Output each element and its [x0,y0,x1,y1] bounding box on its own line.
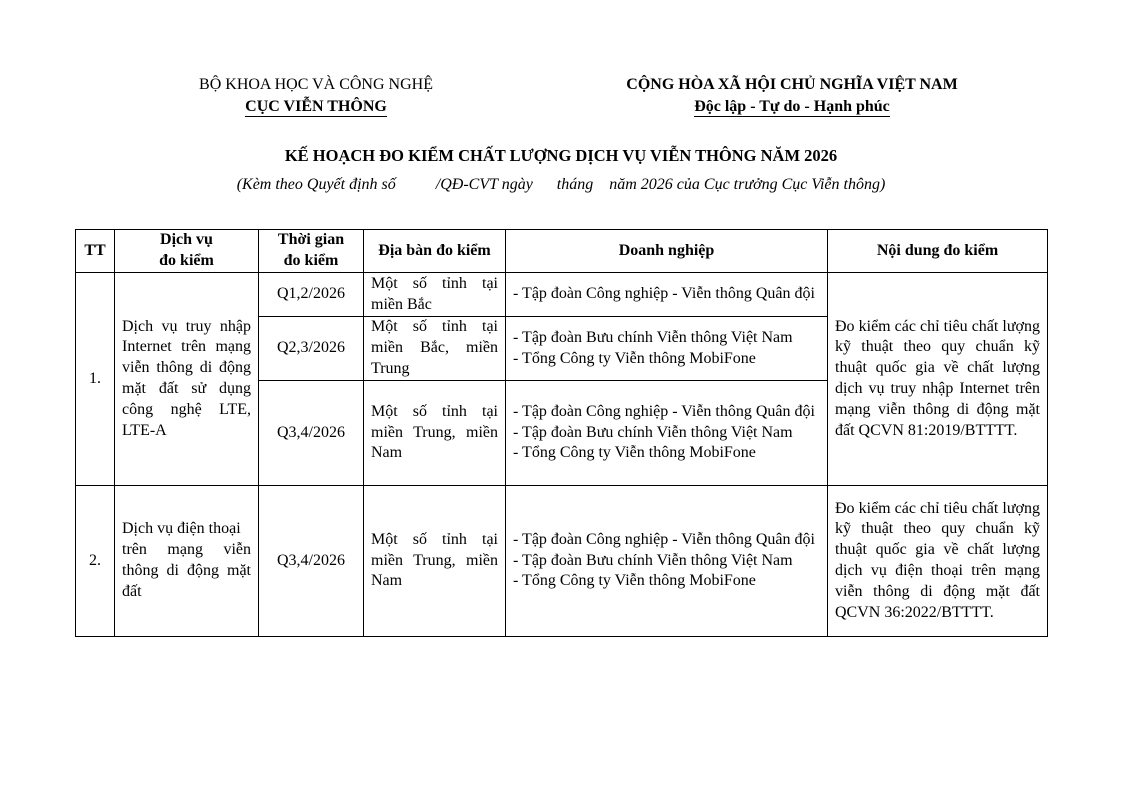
ministry-name: BỘ KHOA HỌC VÀ CÔNG NGHỆ [199,76,433,93]
header-service-line-1: Dịch vụ [160,231,213,249]
header-content: Nội dung đo kiểm [828,230,1048,273]
row-1b-time: Q2,3/2026 [259,317,364,381]
row-2-time: Q3,4/2026 [259,486,364,637]
header-service [115,230,259,273]
enterprise-item: - Tập đoàn Công nghiệp - Viễn thông Quân đội [513,402,815,420]
row-1-tt: 1. [76,273,115,486]
row-1c-enterprises [506,381,828,486]
enterprise-item: - Tập đoàn Bưu chính Viễn thông Việt Nam [513,551,793,569]
row-1c-time: Q3,4/2026 [259,381,364,486]
enterprise-item: - Tổng Công ty Viễn thông MobiFone [513,572,756,590]
header-service-line-2: đo kiểm [159,252,214,269]
row-1b-area: Một số tỉnh tại miền Bắc, miền Trung [364,317,506,381]
header-tt: TT [76,230,115,273]
issuer-block [158,74,474,118]
table-row [76,486,1048,637]
service-line: trên mạng viễn thông di động mặt đất [122,541,251,600]
header-time [259,230,364,273]
enterprise-item: - Tổng Công ty Viễn thông MobiFone [513,349,756,367]
header-enterprise: Doanh nghiệp [506,230,828,273]
enterprise-item: - Tập đoàn Công nghiệp - Viễn thông Quân đội [513,285,815,303]
enterprise-item: - Tập đoàn Công nghiệp - Viễn thông Quân đội [513,530,815,548]
row-1-content: Đo kiểm các chỉ tiêu chất lượng kỹ thuật theo quy chuẩn kỹ thuật quốc gia về chất lượng dịch vụ truy nhập Internet trên mạng viễn thông di động mặt đất QCVN 81:2019/BTTTT. [828,273,1048,486]
department-name: CỤC VIỄN THÔNG [245,98,387,115]
row-2-service [115,486,259,637]
row-1c-area: Một số tỉnh tại miền Trung, miền Nam [364,381,506,486]
enterprise-item: - Tập đoàn Bưu chính Viễn thông Việt Nam [513,423,793,441]
row-2-enterprises [506,486,828,637]
enterprise-item: - Tập đoàn Bưu chính Viễn thông Việt Nam [513,328,793,346]
table-header-row [76,230,1048,273]
row-1b-enterprises [506,317,828,381]
row-1a-time: Q1,2/2026 [259,273,364,317]
row-1a-area: Một số tỉnh tại miền Bắc [364,273,506,317]
inspection-plan-table [75,229,1048,637]
document-subtitle: (Kèm theo Quyết định số /QĐ-CVT ngày tháng năm 2026 của Cục trưởng Cục Viễn thông) [236,176,886,193]
row-2-content: Đo kiểm các chỉ tiêu chất lượng kỹ thuật theo quy chuẩn kỹ thuật quốc gia về chất lượng dịch vụ điện thoại trên mạng viễn thông di động mặt đất QCVN 36:2022/BTTTT. [828,486,1048,637]
header-time-line-1: Thời gian [277,231,345,249]
row-2-area: Một số tỉnh tại miền Trung, miền Nam [364,486,506,637]
national-motto: Độc lập - Tự do - Hạnh phúc [694,98,890,115]
national-header [580,74,1004,118]
service-line: Dịch vụ điện thoại [122,520,241,538]
enterprise-item: - Tổng Công ty Viễn thông MobiFone [513,444,756,462]
country-name: CỘNG HÒA XÃ HỘI CHỦ NGHĨA VIỆT NAM [626,76,958,93]
header-time-line-2: đo kiểm [283,252,339,269]
header-area: Địa bàn đo kiểm [364,230,506,273]
row-1-service: Dịch vụ truy nhập Internet trên mạng viễn thông di động mặt đất sử dụng công nghệ LTE, LTE-A [115,273,259,486]
row-1a-enterprises [506,273,828,317]
document-title: KẾ HOẠCH ĐO KIỂM CHẤT LƯỢNG DỊCH VỤ VIỄN THÔNG NĂM 2026 [284,146,838,165]
table-row [76,273,1048,317]
row-2-tt: 2. [76,486,115,637]
